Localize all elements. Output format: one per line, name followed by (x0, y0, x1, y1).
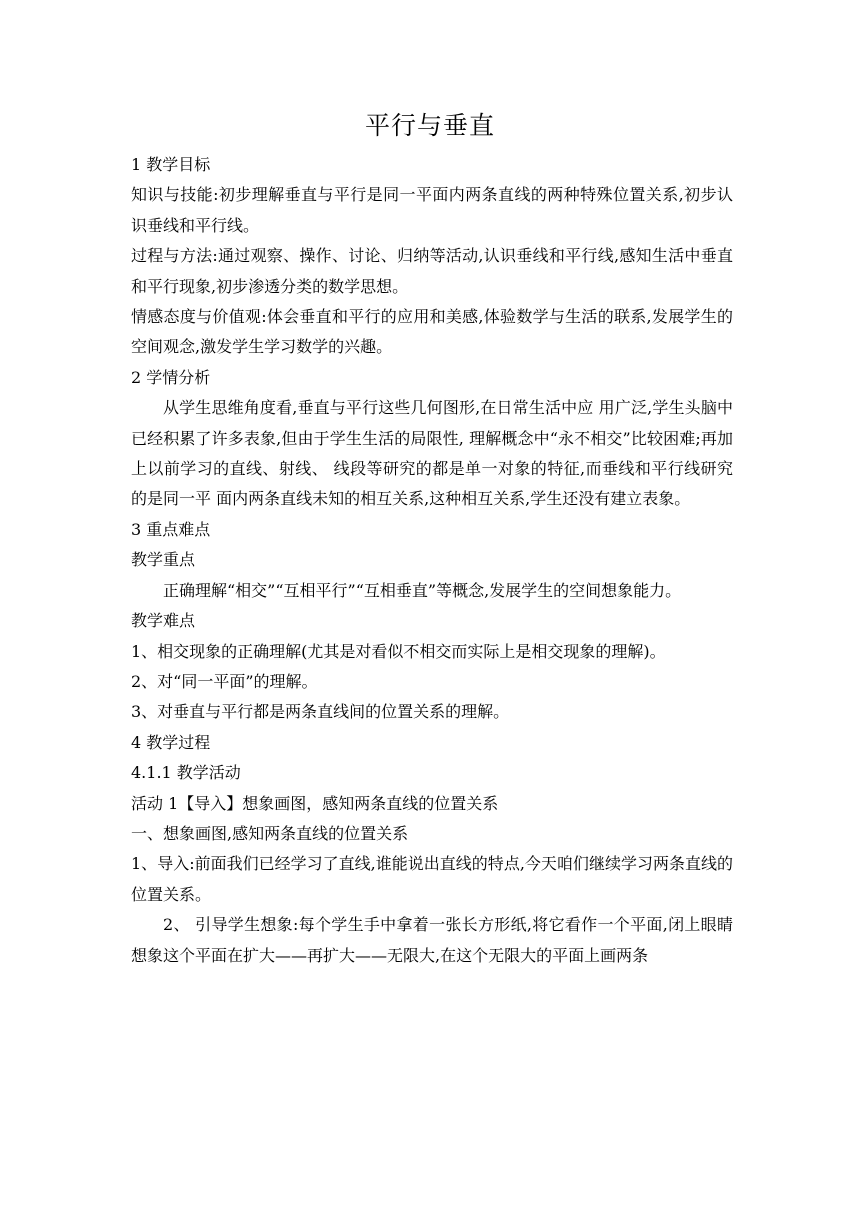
paragraph: 2、 引导学生想象:每个学生手中拿着一张长方形纸,将它看作一个平面,闭上眼睛想象这个平面在扩大——再扩大——无限大,在这个无限大的平面上画两条 (131, 915, 733, 965)
paragraph: 情感态度与价值观:体会垂直和平行的应用和美感,体验数学与生活的联系,发展学生的空间观念,激发学生学习数学的兴趣。 (131, 307, 733, 357)
paragraph: 1、导入:前面我们已经学习了直线,谁能说出直线的特点,今天咱们继续学习两条直线的位置关系。 (131, 854, 733, 904)
paragraph: 2 学情分析 (131, 367, 211, 387)
paragraph: 1、相交现象的正确理解(尤其是对看似不相交而实际上是相交现象的理解)。 (131, 641, 666, 661)
paragraph: 2、对“同一平面”的理解。 (131, 671, 318, 691)
paragraph: 正确理解“相交”“互相平行”“互相垂直”等概念,发展学生的空间想象能力。 (163, 580, 682, 600)
paragraph: 4 教学过程 (131, 732, 211, 752)
paragraph: 从学生思维角度看,垂直与平行这些几何图形,在日常生活中应 用广泛,学生头脑中已经积累了许多表象,但由于学生生活的局限性, 理解概念中“永不相交”比较困难;再加上以前学习的直线、射线、 线段等研究的都是单一对象的特征,而垂线和平行线研究的是同一平 面内两条直线未知的相互关系,这种相互关系,学生还没有建立表象。 (131, 398, 733, 509)
paragraph: 一、想象画图,感知两条直线的位置关系 (131, 823, 409, 843)
paragraph: 教学难点 (131, 611, 196, 631)
paragraph: 3 重点难点 (131, 519, 211, 539)
document-body (131, 150, 733, 971)
paragraph: 4.1.1 教学活动 (131, 763, 241, 783)
paragraph: 教学重点 (131, 550, 196, 570)
paragraph: 1 教学目标 (131, 155, 211, 174)
paragraph: 活动 1【导入】想象画图，感知两条直线的位置关系 (131, 793, 499, 813)
document-title: 平行与垂直 (364, 111, 495, 140)
paragraph: 过程与方法:通过观察、操作、讨论、归纳等活动,认识垂线和平行线,感知生活中垂直和平行现象,初步渗透分类的数学思想。 (131, 246, 733, 296)
paragraph: 知识与技能:初步理解垂直与平行是同一平面内两条直线的两种特殊位置关系,初步认识垂线和平行线。 (131, 185, 733, 235)
paragraph: 3、对垂直与平行都是两条直线间的位置关系的理解。 (131, 702, 510, 722)
